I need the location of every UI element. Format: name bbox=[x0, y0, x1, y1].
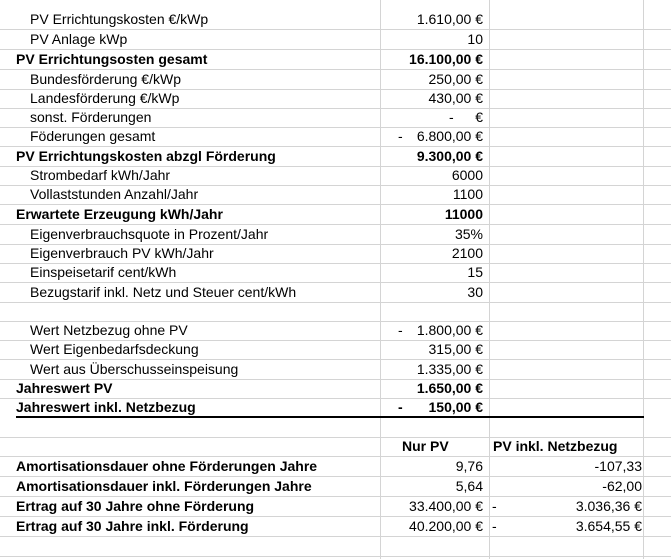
sheet-row bbox=[0, 30, 671, 50]
cell-value[interactable]: 15 bbox=[467, 264, 483, 280]
sheet-row bbox=[0, 50, 671, 70]
sheet-row-empty bbox=[0, 302, 671, 322]
cell-label[interactable]: PV Errichtungsosten gesamt bbox=[16, 51, 208, 67]
compare-row bbox=[0, 477, 671, 497]
cell-value[interactable]: 315,00 € bbox=[428, 341, 483, 357]
cell-nur-pv[interactable]: 5,64 bbox=[455, 478, 483, 494]
cell-minus-sign: - bbox=[492, 518, 497, 534]
cell-label[interactable]: Jahreswert inkl. Netzbezug bbox=[16, 399, 196, 415]
cell-minus-sign: - bbox=[449, 109, 454, 125]
cell-value[interactable]: 30 bbox=[467, 284, 483, 300]
cell-value[interactable]: 1.800,00 € bbox=[416, 322, 483, 338]
cell-pv-inkl-netzbezug[interactable]: 3.654,55 € bbox=[575, 518, 642, 534]
cell-value[interactable]: 1.650,00 € bbox=[416, 380, 483, 396]
sheet-row bbox=[0, 70, 671, 90]
cell-label[interactable]: Eigenverbrauch PV kWh/Jahr bbox=[30, 245, 214, 261]
sheet-row-empty bbox=[0, 418, 671, 438]
sheet-row bbox=[0, 89, 671, 109]
sheet-row bbox=[0, 283, 671, 303]
cell-label[interactable]: Wert aus Überschusseinspeisung bbox=[30, 361, 239, 377]
cell-value[interactable]: 9.300,00 € bbox=[416, 148, 483, 164]
cell-minus-sign: - bbox=[398, 128, 403, 144]
cell-label[interactable]: Strombedarf kWh/Jahr bbox=[30, 167, 171, 183]
cell-label[interactable]: Erwartete Erzeugung kWh/Jahr bbox=[16, 206, 223, 222]
sheet-row bbox=[0, 321, 671, 341]
cell-value[interactable]: 2100 bbox=[451, 245, 483, 261]
cell-nur-pv[interactable]: 33.400,00 € bbox=[409, 498, 483, 514]
cell-value[interactable]: 6.800,00 € bbox=[416, 128, 483, 144]
cell-value[interactable]: 6000 bbox=[451, 167, 483, 183]
sheet-row bbox=[0, 244, 671, 264]
cell-nur-pv[interactable]: 40.200,00 € bbox=[409, 518, 483, 534]
sheet-row bbox=[0, 340, 671, 360]
cell-value[interactable]: 430,00 € bbox=[428, 90, 483, 106]
compare-row bbox=[0, 497, 671, 517]
cell-pv-inkl-netzbezug[interactable]: -62,00 bbox=[602, 478, 642, 494]
cell-value[interactable]: 10 bbox=[467, 31, 483, 47]
header-pv-inkl-netzbezug[interactable]: PV inkl. Netzbezug bbox=[493, 438, 618, 454]
cell-label[interactable]: PV Anlage kWp bbox=[30, 31, 128, 47]
cell-pv-inkl-netzbezug[interactable]: -107,33 bbox=[594, 458, 642, 474]
sheet-row-empty bbox=[0, 537, 671, 557]
header-nur-pv[interactable]: Nur PV bbox=[402, 438, 449, 454]
cell-label[interactable]: Amortisationsdauer inkl. Förderungen Jahre bbox=[16, 478, 312, 494]
cell-label[interactable]: Bezugstarif inkl. Netz und Steuer cent/kWh bbox=[30, 284, 297, 300]
cell-label[interactable]: Amortisationsdauer ohne Förderungen Jahre bbox=[16, 458, 318, 474]
sheet-row bbox=[0, 185, 671, 205]
sheet-row bbox=[0, 205, 671, 225]
cell-value[interactable]: 11000 bbox=[444, 206, 483, 222]
cell-label[interactable]: Ertrag auf 30 Jahre ohne Förderung bbox=[16, 498, 255, 514]
cell-label[interactable]: Vollaststunden Anzahl/Jahr bbox=[30, 186, 199, 202]
sheet-row bbox=[0, 263, 671, 283]
cell-label[interactable]: Jahreswert PV bbox=[16, 380, 113, 396]
cell-minus-sign: - bbox=[492, 498, 497, 514]
compare-row bbox=[0, 457, 671, 477]
cell-value[interactable]: 1.610,00 € bbox=[416, 11, 483, 27]
cell-value[interactable]: 1100 bbox=[452, 186, 483, 202]
cell-label[interactable]: PV Errichtungskosten €/kWp bbox=[30, 11, 209, 27]
cell-label[interactable]: Föderungen gesamt bbox=[30, 128, 156, 144]
sheet-row bbox=[0, 108, 671, 128]
cell-label[interactable]: Eigenverbrauchsquote in Prozent/Jahr bbox=[30, 226, 269, 242]
sheet-row bbox=[0, 360, 671, 380]
cell-label[interactable]: PV Errichtungskosten abzgl Förderung bbox=[16, 148, 276, 164]
sheet-row bbox=[0, 398, 671, 418]
cell-label[interactable]: Bundesförderung €/kWp bbox=[30, 71, 181, 87]
cell-label[interactable]: Ertrag auf 30 Jahre inkl. Förderung bbox=[16, 518, 249, 534]
sheet-row bbox=[0, 127, 671, 147]
sheet-row bbox=[0, 379, 671, 399]
cell-value[interactable]: 250,00 € bbox=[428, 71, 483, 87]
cell-value[interactable]: 35% bbox=[454, 226, 483, 242]
compare-header-row bbox=[0, 437, 671, 457]
cell-label[interactable]: sonst. Förderungen bbox=[30, 109, 152, 125]
cell-pv-inkl-netzbezug[interactable]: 3.036,36 € bbox=[575, 498, 642, 514]
sheet-row bbox=[0, 166, 671, 186]
cell-minus-sign: - bbox=[398, 322, 403, 338]
cell-value[interactable]: 1.335,00 € bbox=[416, 361, 483, 377]
cell-label[interactable]: Wert Eigenbedarfsdeckung bbox=[30, 341, 199, 357]
sheet-row bbox=[0, 147, 671, 167]
cell-value[interactable]: 150,00 € bbox=[428, 399, 483, 415]
cell-label[interactable]: Einspeisetarif cent/kWh bbox=[30, 264, 177, 280]
cell-value[interactable]: 16.100,00 € bbox=[409, 51, 483, 67]
sheet-row bbox=[0, 225, 671, 245]
cell-value[interactable]: € bbox=[475, 109, 483, 125]
compare-row bbox=[0, 517, 671, 537]
sheet-row bbox=[0, 10, 671, 30]
cell-label[interactable]: Wert Netzbezug ohne PV bbox=[30, 322, 188, 338]
cell-minus-sign: - bbox=[398, 399, 403, 415]
cell-nur-pv[interactable]: 9,76 bbox=[455, 458, 483, 474]
cell-label[interactable]: Landesförderung €/kWp bbox=[30, 90, 180, 106]
